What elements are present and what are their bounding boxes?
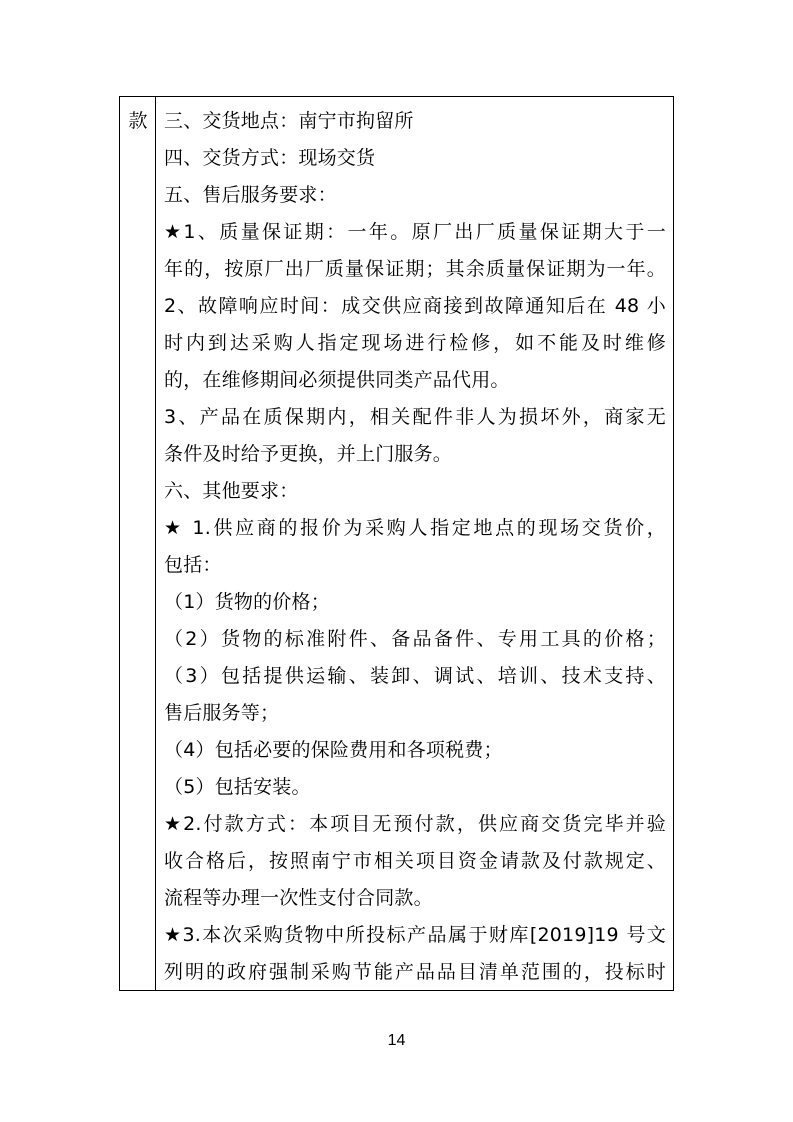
text-line: 3、产品在质保期内，相关配件非人为损坏外，商家无	[164, 406, 666, 428]
text-line: 流程等办理一次性支付合同款。	[164, 887, 433, 909]
text-line: 2、故障响应时间：成交供应商接到故障通知后在 48 小	[164, 295, 666, 317]
text-line: 条件及时给予更换，并上门服务。	[164, 443, 453, 465]
text-line: 时内到达采购人指定现场进行检修，如不能及时维修	[164, 332, 666, 354]
text-line: 年的，按原厂出厂质量保证期；其余质量保证期为一年。	[164, 258, 666, 280]
text-line: （2）货物的标准附件、备品备件、专用工具的价格；	[164, 628, 666, 650]
text-line: （5）包括安装。	[164, 776, 311, 798]
text-line: ★1、质量保证期：一年。原厂出厂质量保证期大于一	[164, 221, 666, 243]
text-line: （4）包括必要的保险费用和各项税费；	[164, 739, 503, 761]
text-line: 收合格后，按照南宁市相关项目资金请款及付款规定、	[164, 850, 666, 872]
page-number: 14	[387, 1032, 406, 1049]
text-line: （1）货物的价格；	[164, 591, 330, 613]
text-line: （3）包括提供运输、装卸、调试、培训、技术支持、	[164, 665, 666, 687]
text-line: ★2.付款方式：本项目无预付款，供应商交货完毕并验	[164, 813, 666, 835]
column-label: 款	[128, 110, 148, 132]
requirements-table	[119, 96, 674, 991]
text-line: 六、其他要求：	[164, 480, 299, 502]
text-line: ★ 1.供应商的报价为采购人指定地点的现场交货价，	[164, 517, 666, 539]
requirements-text	[164, 103, 666, 990]
text-line: ★3.本次采购货物中所投标产品属于财库[2019]19 号文	[164, 924, 666, 946]
text-line: 五、售后服务要求：	[164, 184, 337, 206]
text-line: 包括：	[164, 554, 222, 576]
text-line: 售后服务等；	[164, 702, 280, 724]
text-line: 四、交货方式：现场交货	[164, 147, 376, 169]
text-line: 的，在维修期间必须提供同类产品代用。	[164, 369, 510, 391]
table-label-column	[120, 97, 156, 990]
text-line: 列明的政府强制采购节能产品品目清单范围的，投标时	[164, 961, 666, 983]
table-content-column	[156, 97, 673, 990]
text-line: 三、交货地点：南宁市拘留所	[164, 110, 414, 132]
